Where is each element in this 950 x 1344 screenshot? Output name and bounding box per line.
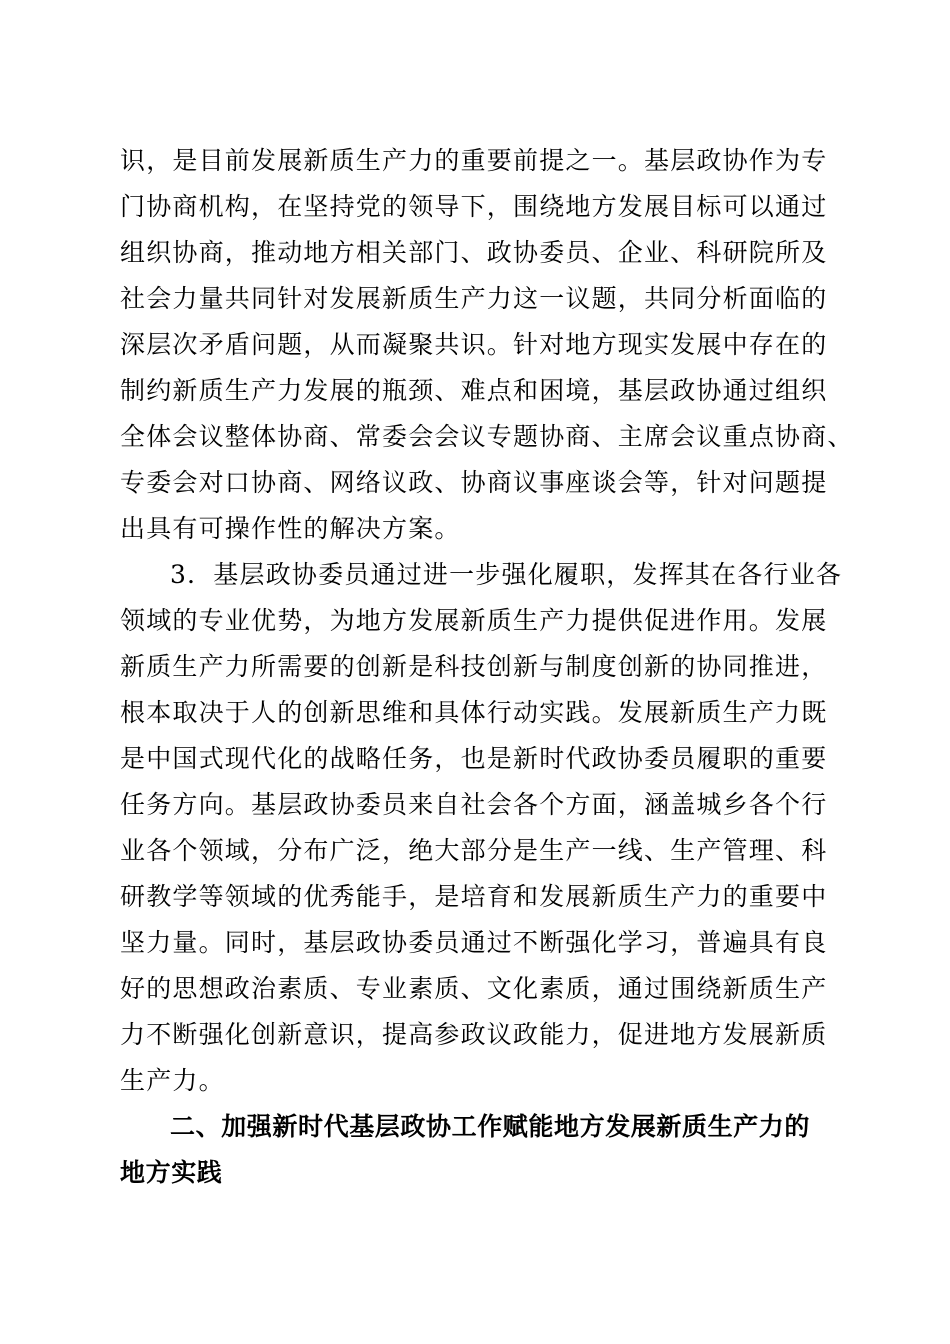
paragraph-1-line-2: 门协商机构，在坚持党的领导下，围绕地方发展目标可以通过 (120, 192, 828, 221)
paragraph-2-line-11: 力不断强化创新意识，提高参政议政能力，促进地方发展新质 (120, 1020, 828, 1049)
paragraph-1-line-4: 社会力量共同针对发展新质生产力这一议题，共同分析面临的 (120, 284, 828, 313)
paragraph-2-line-2: 领域的专业优势，为地方发展新质生产力提供促进作用。发展 (120, 606, 828, 635)
paragraph-2-line-12: 生产力。 (120, 1066, 225, 1095)
paragraph-1-line-5: 深层次矛盾问题，从而凝聚共识。针对地方现实发展中存在的 (120, 330, 828, 359)
paragraph-1-line-3: 组织协商，推动地方相关部门、政协委员、企业、科研院所及 (120, 238, 828, 267)
paragraph-2-line-1: 3．基层政协委员通过进一步强化履职，发挥其在各行业各 (170, 560, 843, 589)
paragraph-1-line-8: 专委会对口协商、网络议政、协商议事座谈会等，针对问题提 (120, 468, 828, 497)
paragraph-2-line-8: 研教学等领域的优秀能手，是培育和发展新质生产力的重要中 (120, 882, 828, 911)
paragraph-2-line-10: 好的思想政治素质、专业素质、文化素质，通过围绕新质生产 (120, 974, 828, 1003)
paragraph-2-line-4: 根本取决于人的创新思维和具体行动实践。发展新质生产力既 (120, 698, 828, 727)
paragraph-1-line-6: 制约新质生产力发展的瓶颈、难点和困境，基层政协通过组织 (120, 376, 828, 405)
paragraph-1-line-9: 出具有可操作性的解决方案。 (120, 514, 461, 543)
paragraph-2-line-7: 业各个领域，分布广泛，绝大部分是生产一线、生产管理、科 (120, 836, 828, 865)
section-heading-line-1: 二、加强新时代基层政协工作赋能地方发展新质生产力的 (170, 1112, 811, 1141)
section-heading-line-2: 地方实践 (120, 1158, 223, 1187)
paragraph-1-line-7: 全体会议整体协商、常委会会议专题协商、主席会议重点协商、 (120, 422, 854, 451)
paragraph-2-line-5: 是中国式现代化的战略任务，也是新时代政协委员履职的重要 (120, 744, 828, 773)
paragraph-2-line-3: 新质生产力所需要的创新是科技创新与制度创新的协同推进， (120, 652, 828, 681)
paragraph-1-line-1: 识，是目前发展新质生产力的重要前提之一。基层政协作为专 (120, 146, 828, 175)
paragraph-2-line-9: 坚力量。同时，基层政协委员通过不断强化学习，普遍具有良 (120, 928, 828, 957)
paragraph-2-line-6: 任务方向。基层政协委员来自社会各个方面，涵盖城乡各个行 (120, 790, 828, 819)
